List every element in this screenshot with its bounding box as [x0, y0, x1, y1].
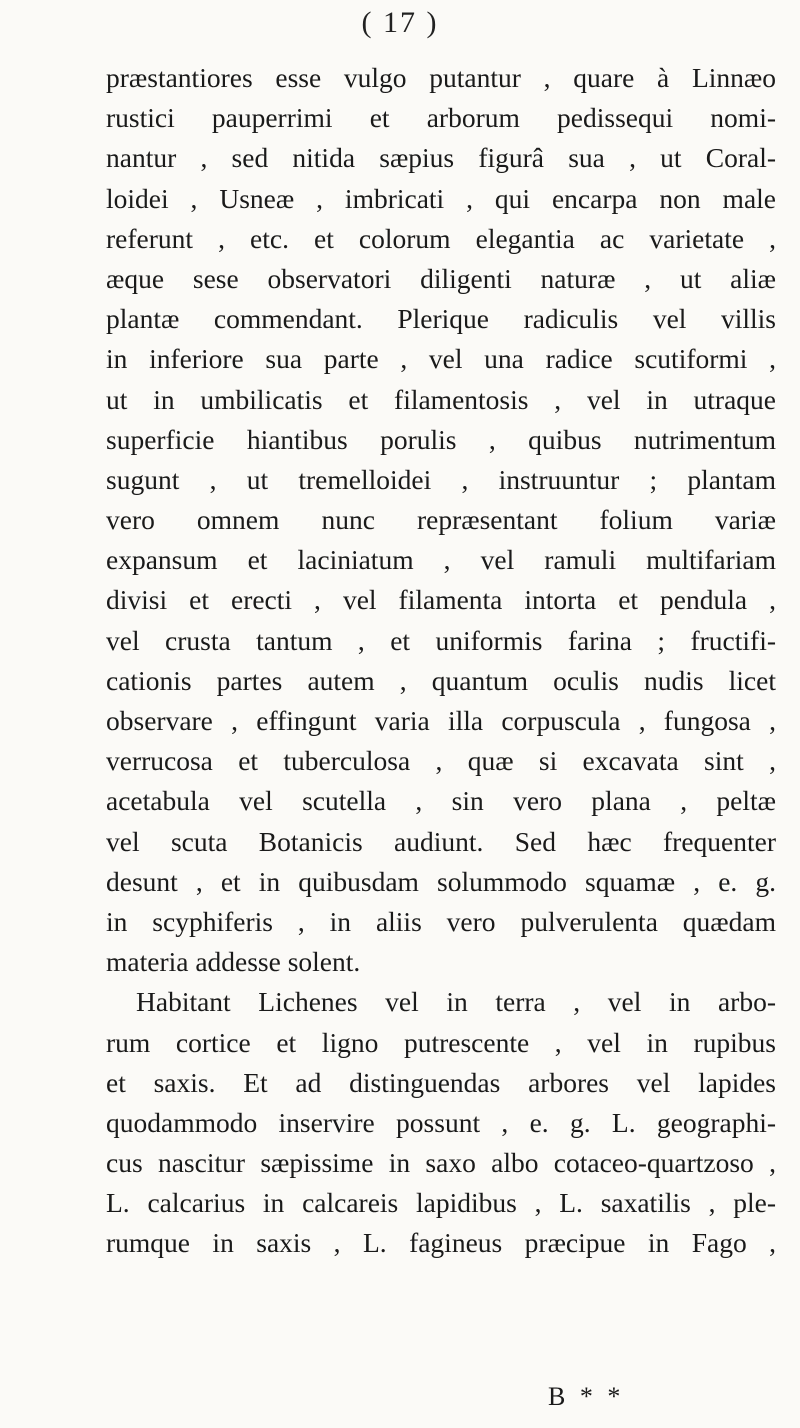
text-line: in scyphiferis , in aliis vero pulverulenta quædam — [106, 905, 776, 937]
text-line: L. calcarius in calcareis lapidibus , L. saxatilis , ple- — [106, 1187, 776, 1219]
text-line: divisi et erecti , vel filamenta intorta et pendula , — [106, 584, 776, 616]
text-line: vel crusta tantum , et uniformis farina ; fructifi- — [106, 624, 776, 656]
text-line: et saxis. Et ad distinguendas arbores vel lapides — [106, 1066, 776, 1098]
text-line: æque sese observatori diligenti naturæ , ut aliæ — [106, 262, 776, 294]
text-line: observare , effingunt varia illa corpuscula , fungosa , — [106, 705, 776, 736]
paragraph-start-line: Habitant Lichenes vel in terra , vel in arbo- — [136, 986, 776, 1018]
text-line: referunt , etc. et colorum elegantia ac varietate , — [106, 222, 776, 254]
text-line: vero omnem nunc repræsentant folium variæ — [106, 504, 776, 536]
text-line: materia addesse solent. — [106, 946, 361, 978]
text-line: vel scuta Botanicis audiunt. Sed hæc frequenter — [106, 825, 776, 857]
text-line: quodammodo inservire possunt , e. g. L. geographi- — [106, 1106, 776, 1138]
text-line: rustici pauperrimi et arborum pedissequi nomi- — [106, 102, 776, 134]
text-line: cationis partes autem , quantum oculis nudis licet — [106, 664, 776, 696]
text-line: loidei , Usneæ , imbricati , qui encarpa non male — [106, 182, 776, 214]
text-line: cus nascitur sæpissime in saxo albo cotaceo-quartzoso , — [106, 1147, 776, 1179]
text-line: expansum et laciniatum , vel ramuli multifariam — [106, 544, 776, 576]
page-number: ( 17 ) — [361, 6, 439, 39]
text-line: superficie hiantibus porulis , quibus nutrimentum — [106, 423, 776, 455]
text-line: nantur , sed nitida sæpius figurâ sua , ut Coral- — [106, 142, 776, 174]
text-line: præstantiores esse vulgo putantur , quare à Linnæo — [106, 62, 776, 93]
text-line: acetabula vel scutella , sin vero plana , peltæ — [106, 785, 776, 817]
signature-mark: B * * — [548, 1382, 625, 1411]
text-line: ut in umbilicatis et filamentosis , vel in utraque — [106, 383, 776, 415]
text-line: in inferiore sua parte , vel una radice scutiformi , — [106, 343, 776, 375]
text-line: verrucosa et tuberculosa , quæ si excavata sint , — [106, 745, 776, 777]
text-line: plantæ commendant. Plerique radiculis vel villis — [106, 303, 776, 335]
text-line: rum cortice et ligno putrescente , vel in rupibus — [106, 1026, 776, 1058]
text-line: desunt , et in quibusdam solummodo squamæ , e. g. — [106, 865, 776, 897]
text-line: sugunt , ut tremelloidei , instruuntur ; plantam — [106, 463, 776, 495]
text-line: rumque in saxis , L. fagineus præcipue in Fago , — [106, 1227, 776, 1259]
body-text — [106, 58, 776, 1264]
